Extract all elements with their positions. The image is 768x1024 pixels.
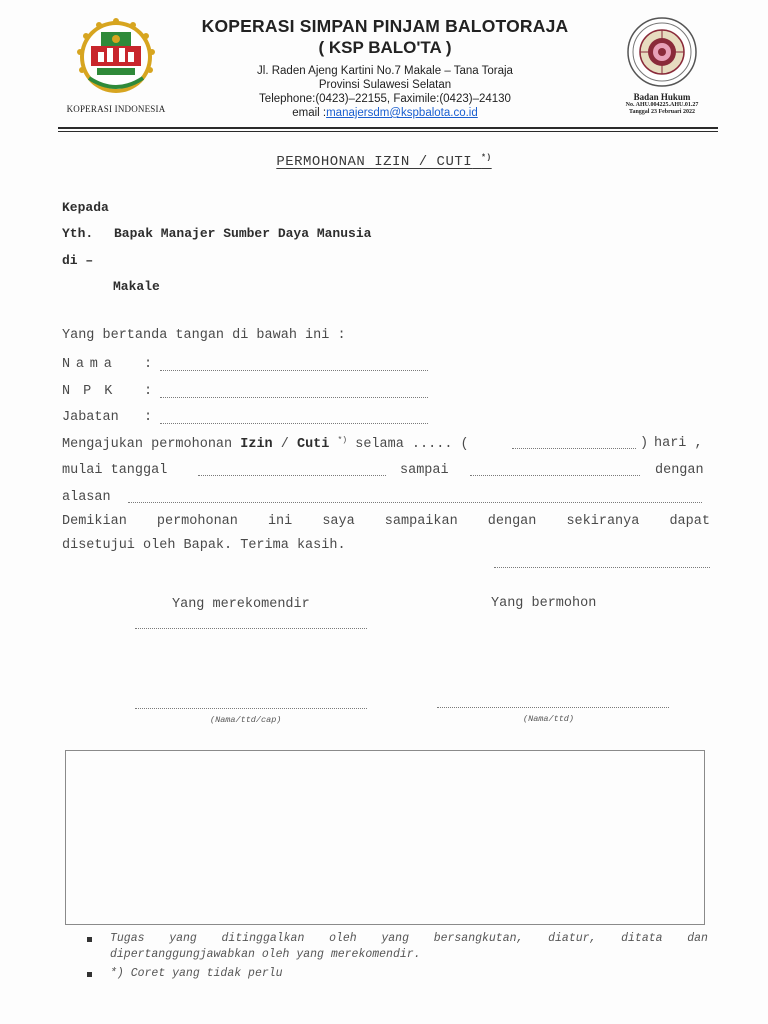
note-word: ditata <box>621 932 663 945</box>
note-tasks-line-1 <box>110 932 708 945</box>
closing-word: dapat <box>669 514 710 529</box>
closing-line-2: disetujui oleh Bapak. Terima kasih. <box>62 538 346 553</box>
position-label: Jabatan <box>62 410 119 425</box>
closing-line-1 <box>62 514 710 529</box>
npk-colon: : <box>144 384 153 399</box>
npk-label: NPK <box>62 384 126 399</box>
closing-word: dengan <box>487 514 537 529</box>
closing-word: saya <box>322 514 355 529</box>
note-word: yang <box>381 932 409 945</box>
reason-field[interactable] <box>128 502 702 503</box>
note-word: oleh <box>329 932 357 945</box>
recipient-yth: Yth. <box>62 226 94 241</box>
email-line <box>180 107 590 119</box>
organization-name: KOPERASI SIMPAN PINJAM BALOTORAJA <box>201 16 569 36</box>
title-text: PERMOHONAN IZIN / CUTI <box>276 153 473 170</box>
note-word: bersangkutan, <box>433 932 524 945</box>
start-date-field[interactable] <box>198 475 386 476</box>
form-intro: Yang bertanda tangan di bawah ini : <box>62 328 346 343</box>
note-word: ditinggalkan <box>221 932 305 945</box>
request-prefix: Mengajukan permohonan <box>62 437 233 452</box>
applicant-signature-field[interactable] <box>437 707 669 708</box>
note-strike <box>87 967 283 980</box>
recommender-caption: (Nama/ttd/cap) <box>210 715 282 725</box>
koperasi-emblem-icon <box>73 18 159 98</box>
address-line-1: Jl. Raden Ajeng Kartini No.7 Makale – Tana Toraja <box>257 65 513 77</box>
duration-close: ) <box>640 436 649 451</box>
applicant-caption: (Nama/ttd) <box>523 714 575 724</box>
cooperative-seal-icon <box>622 16 702 88</box>
applicant-label: Yang bermohon <box>491 596 597 611</box>
title-mark: *) <box>481 153 492 162</box>
bullet-icon <box>87 937 92 942</box>
recommender-title-field[interactable] <box>135 628 367 629</box>
note-word: diatur, <box>548 932 597 945</box>
reason-label: alasan <box>62 490 111 505</box>
duration-days: hari , <box>654 436 703 451</box>
end-date-field[interactable] <box>470 475 640 476</box>
request-duration-prefix: selama ..... ( <box>355 437 469 452</box>
legal-number: No. AHU.004225.AHU.01.27 <box>625 102 699 108</box>
closing-word: sampaikan <box>384 514 458 529</box>
request-cuti: Cuti <box>296 437 330 452</box>
legal-date: Tanggal 23 Februari 2022 <box>629 109 695 115</box>
note-tasks-line-2: dipertanggungjawabkan oleh yang merekomendir. <box>110 948 421 961</box>
start-date-label: mulai tanggal <box>62 463 168 478</box>
address-line-2: Provinsi Sulawesi Selatan <box>318 79 452 91</box>
request-separator: / <box>280 437 289 452</box>
note-word: yang <box>169 932 197 945</box>
place-date-field[interactable] <box>494 567 710 568</box>
closing-word: ini <box>267 514 293 529</box>
organization-header <box>180 16 590 119</box>
request-line <box>62 436 469 452</box>
recipient-city: Makale <box>113 279 160 294</box>
recommender-signature-field[interactable] <box>135 708 367 709</box>
approval-box[interactable] <box>65 750 705 925</box>
organization-abbreviation: ( KSP BALO'TA ) <box>318 38 452 57</box>
closing-word: permohonan <box>156 514 238 529</box>
note-strike-mark: *) <box>110 967 124 980</box>
phone-line: Telephone:(0423)–22155, Faximile:(0423)–24130 <box>259 93 511 105</box>
name-colon: : <box>144 357 153 372</box>
note-word: Tugas <box>110 932 145 945</box>
with-label: dengan <box>655 463 704 478</box>
note-strike-text: Coret yang tidak perlu <box>130 967 283 980</box>
until-label: sampai <box>400 463 449 478</box>
note-tasks <box>87 932 708 961</box>
email-link[interactable]: manajersdm@kspbalota.co.id <box>326 107 478 119</box>
recipient-kepada: Kepada <box>62 200 109 215</box>
duration-field[interactable] <box>512 448 636 449</box>
position-field[interactable] <box>160 423 428 424</box>
request-mark: *) <box>337 436 348 445</box>
legal-title: Badan Hukum <box>633 92 691 102</box>
request-izin: Izin <box>240 437 273 452</box>
recipient-addressee: Bapak Manajer Sumber Daya Manusia <box>114 226 372 241</box>
email-label: email : <box>292 107 327 119</box>
header-rule-thin <box>58 131 718 132</box>
left-logo-caption: KOPERASI INDONESIA <box>66 104 166 114</box>
document-title <box>0 153 768 170</box>
name-field[interactable] <box>160 370 428 371</box>
position-colon: : <box>144 410 153 425</box>
koperasi-indonesia-logo <box>60 18 172 114</box>
name-label: Nama <box>62 357 118 372</box>
npk-field[interactable] <box>160 397 428 398</box>
recipient-line <box>62 226 371 241</box>
header-rule-thick <box>58 127 718 129</box>
bullet-icon <box>87 972 92 977</box>
closing-word: Demikian <box>62 514 127 529</box>
note-word: dan <box>687 932 708 945</box>
closing-word: sekiranya <box>566 514 640 529</box>
recipient-di: di – <box>62 253 94 268</box>
legal-seal <box>602 16 722 116</box>
recommender-label: Yang merekomendir <box>172 597 310 612</box>
